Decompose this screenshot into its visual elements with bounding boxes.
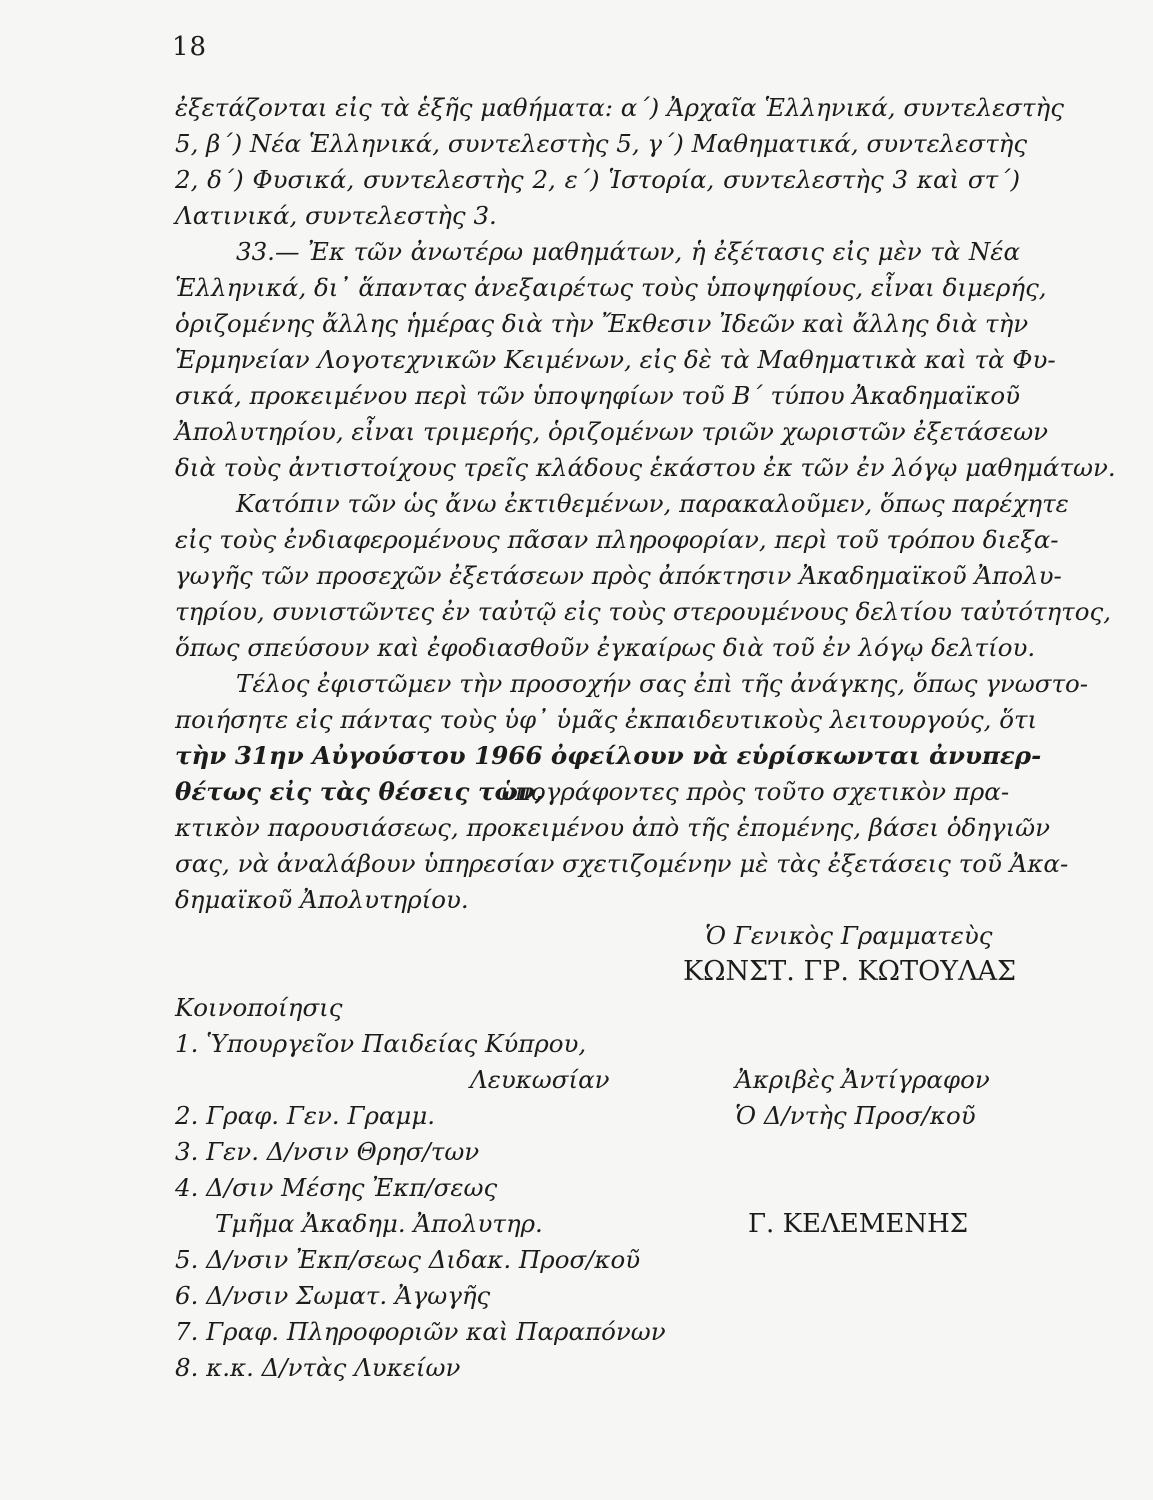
signature-title: Ὁ Γενικὸς Γραμματεὺς: [705, 921, 993, 950]
list-item: 8. κ.κ. Δ/ντὰς Λυκείων: [175, 1353, 461, 1382]
text-line: ὑπογράφοντες πρὸς τοῦτο σχετικὸν πρα-: [500, 777, 1010, 806]
text-line: κτικὸν παρουσιάσεως, προκειμένου ἀπὸ τῆς ἑπομένης, βάσει ὁδηγιῶν: [175, 813, 1051, 842]
text-line: Ἑρμηνείαν Λογοτεχνικῶν Κειμένων, εἰς δὲ τὰ Μαθηματικὰ καὶ τὰ Φυ-: [175, 345, 1056, 374]
text-line: ὅπως σπεύσουν καὶ ἐφοδιασθοῦν ἐγκαίρως διὰ τοῦ ἐν λόγῳ δελτίου.: [175, 633, 1036, 662]
list-item: 5. Δ/νσιν Ἐκπ/σεως Διδακ. Προσ/κοῦ: [175, 1245, 641, 1274]
list-item: 1. Ὑπουργεῖον Παιδείας Κύπρου,: [175, 1029, 587, 1058]
text-line: Λατινικά, συντελεστὴς 3.: [175, 201, 497, 230]
list-item: 7. Γραφ. Πληροφοριῶν καὶ Παραπόνων: [175, 1317, 666, 1346]
distribution-heading: Κοινοποίησις: [175, 993, 343, 1022]
text-line: Κατόπιν τῶν ὡς ἄνω ἐκτιθεμένων, παρακαλοῦμεν, ὅπως παρέχητε: [236, 489, 1069, 518]
text-line: Ἀπολυτηρίου, εἶναι τριμερής, ὁριζομένων τριῶν χωριστῶν ἐξετάσεων: [175, 417, 1049, 446]
certification-role: Ὁ Δ/ντὴς Προσ/κοῦ: [735, 1101, 976, 1130]
certification-name: Γ. ΚΕΛΕΜΕΝΗΣ: [748, 1209, 969, 1239]
text-line: σας, νὰ ἀναλάβουν ὑπηρεσίαν σχετιζομένην μὲ τὰς ἐξετάσεις τοῦ Ἀκα-: [175, 849, 1069, 878]
certification-label: Ἀκριβὲς Ἀντίγραφον: [735, 1065, 990, 1094]
text-line: εἰς τοὺς ἐνδιαφερομένους πᾶσαν πληροφορίαν, περὶ τοῦ τρόπου διεξα-: [175, 525, 1059, 554]
text-line: γωγῆς τῶν προσεχῶν ἐξετάσεων πρὸς ἀπόκτησιν Ἀκαδημαϊκοῦ Ἀπολυ-: [175, 561, 1062, 590]
page-number: 18: [172, 32, 208, 62]
text-line: Ἑλληνικά, δι᾽ ἅπαντας ἀνεξαιρέτως τοὺς ὑποψηφίους, εἶναι διμερής,: [175, 273, 1047, 302]
text-line: Τέλος ἐφιστῶμεν τὴν προσοχήν σας ἐπὶ τῆς ἀνάγκης, ὅπως γνωστο-: [236, 669, 1089, 698]
text-line: 2, δ΄) Φυσικά, συντελεστὴς 2, ε΄) Ἱστορία, συντελεστὴς 3 καὶ στ΄): [175, 165, 1020, 194]
text-line: ἐξετάζονται εἰς τὰ ἑξῆς μαθήματα: α΄) Ἀρχαῖα Ἑλληνικά, συντελεστὴς: [175, 93, 1064, 122]
text-line-emphasis: θέτως εἰς τὰς θέσεις των,: [175, 777, 544, 806]
text-line: διὰ τοὺς ἀντιστοίχους τρεῖς κλάδους ἑκάστου ἐκ τῶν ἐν λόγῳ μαθημάτων.: [175, 453, 1116, 482]
text-line: δημαϊκοῦ Ἀπολυτηρίου.: [175, 885, 469, 914]
list-item: Λευκωσίαν: [470, 1065, 610, 1094]
text-line: ποιήσητε εἰς πάντας τοὺς ὑφ᾽ ὑμᾶς ἐκπαιδευτικοὺς λειτουργούς, ὅτι: [175, 705, 1038, 734]
list-item: 6. Δ/νσιν Σωματ. Ἀγωγῆς: [175, 1281, 491, 1310]
text-line: 33.— Ἐκ τῶν ἀνωτέρω μαθημάτων, ἡ ἐξέτασις εἰς μὲν τὰ Νέα: [236, 237, 1020, 266]
text-line: 5, β΄) Νέα Ἑλληνικά, συντελεστὴς 5, γ΄) Μαθηματικά, συντελεστὴς: [175, 129, 1028, 158]
list-item: 3. Γεν. Δ/νσιν Θρησ/των: [175, 1137, 480, 1166]
text-line: σικά, προκειμένου περὶ τῶν ὑποψηφίων τοῦ Β΄ τύπου Ἀκαδημαϊκοῦ: [175, 381, 1020, 410]
list-item: Τμῆμα Ἀκαδημ. Ἀπολυτηρ.: [215, 1209, 543, 1238]
text-line: τηρίου, συνιστῶντες ἐν ταὐτῷ εἰς τοὺς στερουμένους δελτίου ταὐτότητος,: [175, 597, 1112, 626]
list-item: 4. Δ/σιν Μέσης Ἐκπ/σεως: [175, 1173, 498, 1202]
list-item: 2. Γραφ. Γεν. Γραμμ.: [175, 1101, 436, 1130]
signature-name: ΚΩΝΣΤ. ΓΡ. ΚΩΤΟΥΛΑΣ: [683, 956, 1017, 987]
text-line: ὁριζομένης ἄλλης ἡμέρας διὰ τὴν Ἔκθεσιν Ἰδεῶν καὶ ἄλλης διὰ τὴν: [175, 309, 1029, 338]
text-line-emphasis: τὴν 31ην Αὐγούστου 1966 ὀφείλουν νὰ εὑρίσκωνται ἀνυπερ-: [175, 741, 1042, 770]
